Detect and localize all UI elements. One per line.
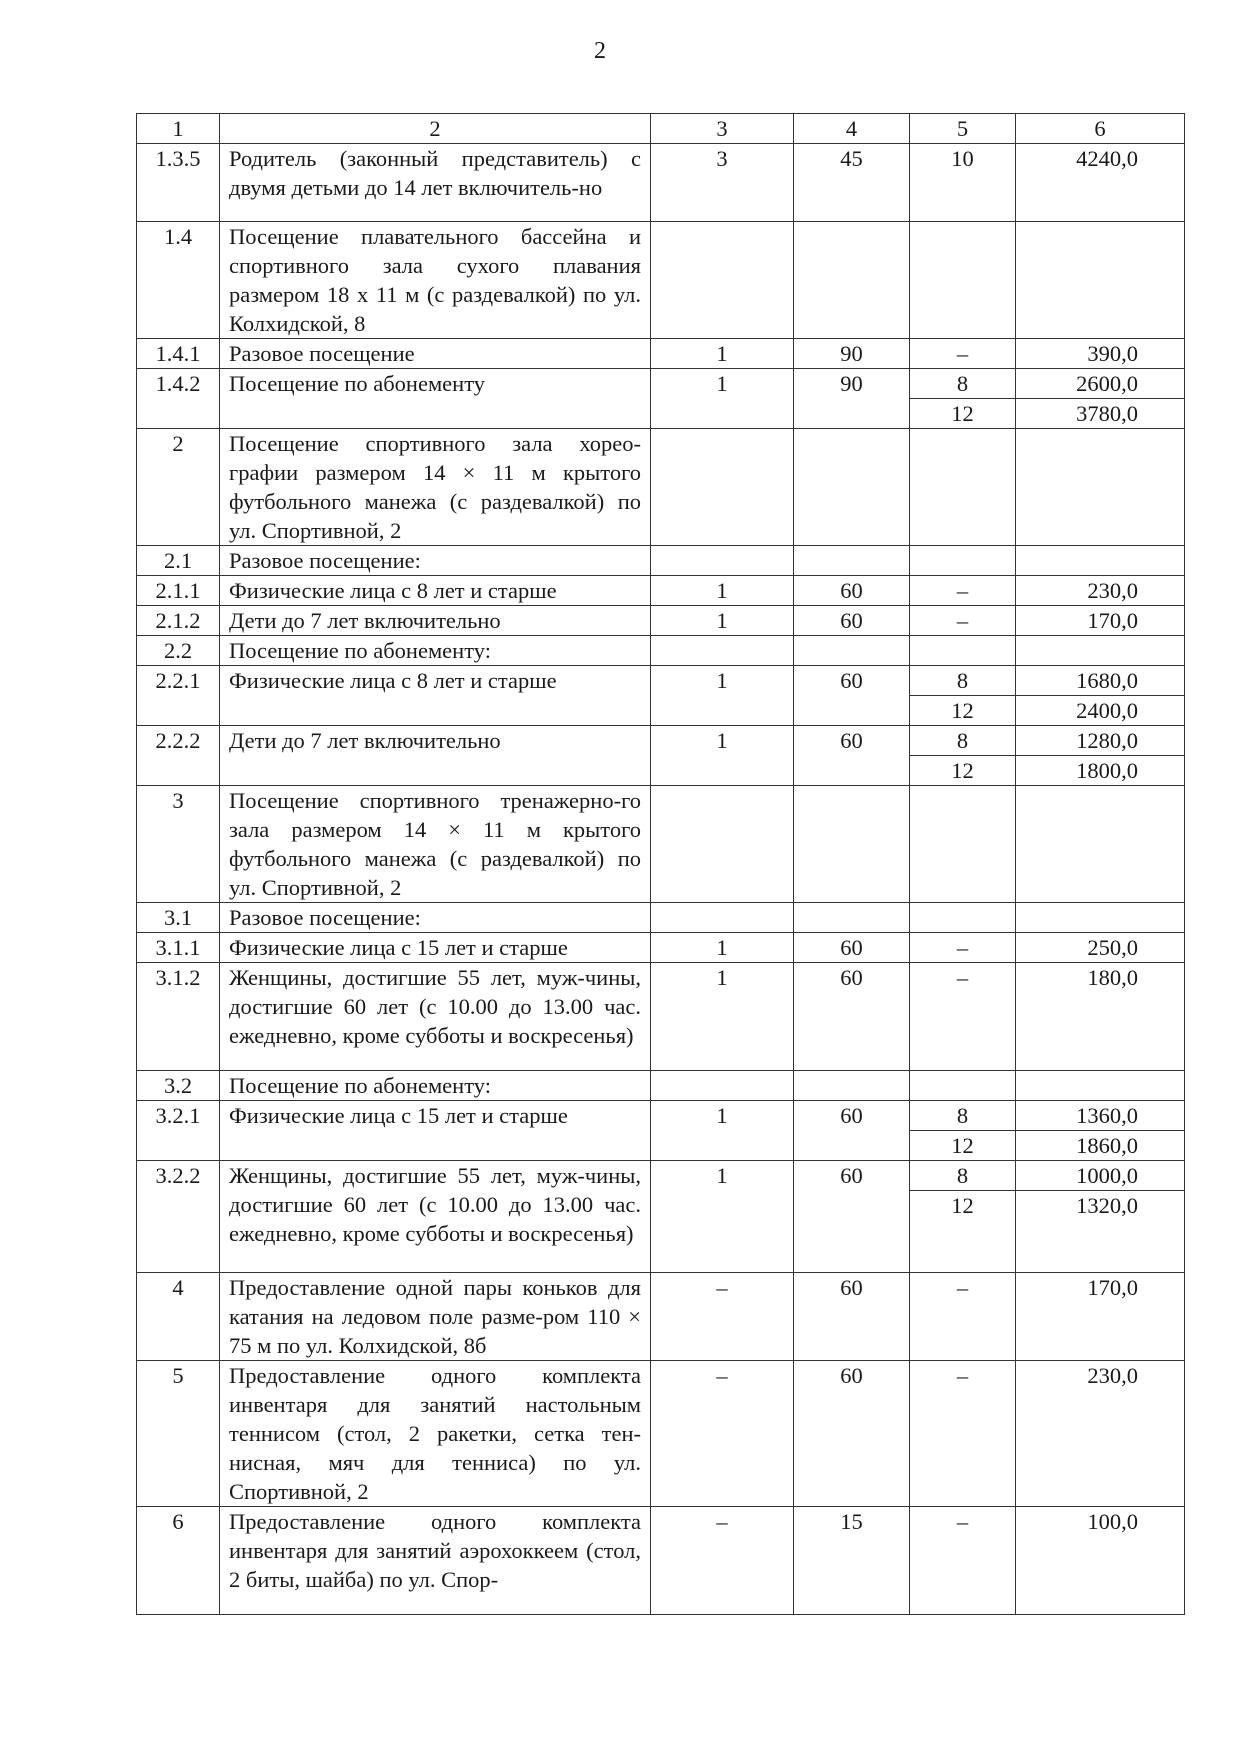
table-cell-c3: –	[651, 1273, 794, 1361]
table-cell-c3: 1	[651, 1161, 794, 1273]
table-header-row	[137, 114, 1185, 144]
table-cell-c4: 60	[794, 576, 910, 606]
table-cell-c6: 4240,0	[1016, 144, 1185, 222]
table-cell-c5	[910, 786, 1016, 903]
table-cell-c6: 1360,0	[1016, 1101, 1185, 1131]
table-cell-c4: 60	[794, 726, 910, 786]
table-row	[137, 369, 1185, 399]
table-cell-c4: 60	[794, 666, 910, 726]
table-cell-c4: 90	[794, 369, 910, 429]
table-cell-c6	[1016, 903, 1185, 933]
table-cell-c2: Предоставление одного комплекта инвентаря для занятий настольным теннисом (стол, 2 ракетки, сетка тен-нисная, мяч для тенниса) по ул. Спортивной, 2	[220, 1361, 651, 1507]
table-cell-c4: 15	[794, 1507, 910, 1615]
table-cell-c1: 3.1.2	[137, 963, 220, 1071]
table-cell-c1: 3.1	[137, 903, 220, 933]
table-cell-c6	[1016, 429, 1185, 546]
table-cell-c2: Физические лица с 8 лет и старше	[220, 576, 651, 606]
table-cell-c1: 5	[137, 1361, 220, 1507]
table-cell-c5: 12	[910, 1131, 1016, 1161]
table-cell-c3: 1	[651, 963, 794, 1071]
table-cell-c1: 4	[137, 1273, 220, 1361]
table-cell-c4	[794, 546, 910, 576]
table-cell-c4: 60	[794, 933, 910, 963]
header-cell: 5	[910, 114, 1016, 144]
table-cell-c5	[910, 636, 1016, 666]
table-row	[137, 576, 1185, 606]
table-cell-c4: 60	[794, 963, 910, 1071]
table-cell-c2: Разовое посещение:	[220, 546, 651, 576]
header-cell: 1	[137, 114, 220, 144]
table-cell-c5: –	[910, 933, 1016, 963]
table-cell-c3	[651, 546, 794, 576]
table-cell-c2: Физические лица с 15 лет и старше	[220, 1101, 651, 1161]
table-cell-c2: Посещение спортивного зала хорео-графии размером 14 × 11 м крытого футбольного манежа (с раздевалкой) по ул. Спортивной, 2	[220, 429, 651, 546]
table-cell-c1: 1.3.5	[137, 144, 220, 222]
table-cell-c5: 8	[910, 726, 1016, 756]
table-cell-c6	[1016, 1071, 1185, 1101]
table-cell-c4: 45	[794, 144, 910, 222]
table-cell-c2: Предоставление одной пары коньков для катания на ледовом поле разме-ром 110 × 75 м по ул. Колхидской, 8б	[220, 1273, 651, 1361]
table-cell-c4	[794, 222, 910, 339]
table-cell-c6: 230,0	[1016, 1361, 1185, 1507]
table-cell-c4: 90	[794, 339, 910, 369]
table-row	[137, 429, 1185, 546]
table-row	[137, 786, 1185, 903]
table-cell-c1: 2.2.2	[137, 726, 220, 786]
table-row	[137, 1161, 1185, 1191]
table-cell-c2: Предоставление одного комплекта инвентаря для занятий аэрохоккеем (стол, 2 биты, шайба) по ул. Спор-	[220, 1507, 651, 1615]
table-cell-c6: 1280,0	[1016, 726, 1185, 756]
table-cell-c1: 3.2.2	[137, 1161, 220, 1273]
table-cell-c1: 1.4.2	[137, 369, 220, 429]
table-cell-c4	[794, 786, 910, 903]
table-cell-c6: 1800,0	[1016, 756, 1185, 786]
table-cell-c5: –	[910, 1273, 1016, 1361]
table-cell-c5: –	[910, 963, 1016, 1071]
table-cell-c1: 2.2	[137, 636, 220, 666]
table-cell-c2: Родитель (законный представитель) с двумя детьми до 14 лет включитель-но	[220, 144, 651, 222]
table-cell-c5: –	[910, 1361, 1016, 1507]
table-row	[137, 666, 1185, 696]
table-cell-c2: Посещение по абонементу	[220, 369, 651, 429]
table-cell-c3: 3	[651, 144, 794, 222]
table-cell-c5: –	[910, 576, 1016, 606]
table-cell-c1: 3	[137, 786, 220, 903]
table-cell-c6: 230,0	[1016, 576, 1185, 606]
table-cell-c3: 1	[651, 369, 794, 429]
table-cell-c5: –	[910, 339, 1016, 369]
table-row	[137, 144, 1185, 222]
table-cell-c1: 3.2.1	[137, 1101, 220, 1161]
table-cell-c4	[794, 636, 910, 666]
table-cell-c4: 60	[794, 1361, 910, 1507]
table-cell-c5: 12	[910, 756, 1016, 786]
table-cell-c3: 1	[651, 606, 794, 636]
table-cell-c6: 1860,0	[1016, 1131, 1185, 1161]
table-cell-c3	[651, 636, 794, 666]
table-cell-c6: 100,0	[1016, 1507, 1185, 1615]
table-cell-c2: Женщины, достигшие 55 лет, муж-чины, достигшие 60 лет (с 10.00 до 13.00 час. ежедневно, кроме субботы и воскресенья)	[220, 1161, 651, 1273]
table-row	[137, 546, 1185, 576]
table-row	[137, 726, 1185, 756]
table-row	[137, 339, 1185, 369]
table-cell-c5: 12	[910, 399, 1016, 429]
table-cell-c1: 2.1.2	[137, 606, 220, 636]
table-row	[137, 963, 1185, 1071]
table-cell-c5	[910, 546, 1016, 576]
table-row	[137, 636, 1185, 666]
table-cell-c5: 12	[910, 1191, 1016, 1273]
table-cell-c5: 8	[910, 1101, 1016, 1131]
table-cell-c3	[651, 222, 794, 339]
header-cell: 3	[651, 114, 794, 144]
table-row	[137, 1071, 1185, 1101]
table-cell-c6	[1016, 546, 1185, 576]
tariff-table	[136, 113, 1185, 1615]
table-row	[137, 903, 1185, 933]
table-row	[137, 606, 1185, 636]
header-cell: 2	[220, 114, 651, 144]
table-cell-c4: 60	[794, 1273, 910, 1361]
table-cell-c5: 8	[910, 369, 1016, 399]
table-cell-c3: 1	[651, 666, 794, 726]
table-cell-c1: 2.1	[137, 546, 220, 576]
table-cell-c5: 10	[910, 144, 1016, 222]
table-cell-c2: Посещение по абонементу:	[220, 1071, 651, 1101]
page-number: 2	[594, 38, 606, 64]
table-cell-c3: 1	[651, 933, 794, 963]
table-cell-c6: 170,0	[1016, 606, 1185, 636]
table-cell-c6: 250,0	[1016, 933, 1185, 963]
table-cell-c2: Физические лица с 15 лет и старше	[220, 933, 651, 963]
table-cell-c2: Посещение по абонементу:	[220, 636, 651, 666]
table-cell-c5	[910, 222, 1016, 339]
table-cell-c4: 60	[794, 606, 910, 636]
table-cell-c1: 1.4.1	[137, 339, 220, 369]
table-cell-c5: –	[910, 1507, 1016, 1615]
table-row	[137, 933, 1185, 963]
table-cell-c6: 2600,0	[1016, 369, 1185, 399]
table-cell-c5	[910, 903, 1016, 933]
table-cell-c4: 60	[794, 1101, 910, 1161]
table-cell-c3: –	[651, 1361, 794, 1507]
table-row	[137, 1101, 1185, 1131]
table-cell-c2: Посещение спортивного тренажерно-го зала размером 14 × 11 м крытого футбольного манежа (с раздевалкой) по ул. Спортивной, 2	[220, 786, 651, 903]
table-cell-c2: Разовое посещение:	[220, 903, 651, 933]
table-cell-c5	[910, 1071, 1016, 1101]
table-cell-c2: Физические лица с 8 лет и старше	[220, 666, 651, 726]
header-cell: 4	[794, 114, 910, 144]
table-cell-c2: Дети до 7 лет включительно	[220, 606, 651, 636]
table-cell-c1: 3.2	[137, 1071, 220, 1101]
table-cell-c6: 180,0	[1016, 963, 1185, 1071]
table-cell-c3: –	[651, 1507, 794, 1615]
table-cell-c1: 6	[137, 1507, 220, 1615]
table-cell-c6: 390,0	[1016, 339, 1185, 369]
table-cell-c4	[794, 1071, 910, 1101]
table-cell-c5: 8	[910, 1161, 1016, 1191]
table-cell-c6: 1680,0	[1016, 666, 1185, 696]
table-cell-c2: Посещение плавательного бассейна и спортивного зала сухого плавания размером 18 х 11 м (с раздевалкой) по ул. Колхидской, 8	[220, 222, 651, 339]
table-cell-c3: 1	[651, 726, 794, 786]
table-cell-c2: Женщины, достигшие 55 лет, муж-чины, достигшие 60 лет (с 10.00 до 13.00 час. ежедневно, кроме субботы и воскресенья)	[220, 963, 651, 1071]
table-row	[137, 222, 1185, 339]
table-cell-c6: 2400,0	[1016, 696, 1185, 726]
table-cell-c3	[651, 786, 794, 903]
table-cell-c3	[651, 429, 794, 546]
table-cell-c1: 2.1.1	[137, 576, 220, 606]
table-cell-c1: 1.4	[137, 222, 220, 339]
table-cell-c1: 2	[137, 429, 220, 546]
table-cell-c5: 8	[910, 666, 1016, 696]
table-cell-c4: 60	[794, 1161, 910, 1273]
table-cell-c1: 3.1.1	[137, 933, 220, 963]
table-cell-c4	[794, 429, 910, 546]
table-row	[137, 1361, 1185, 1507]
table-cell-c3: 1	[651, 339, 794, 369]
table-cell-c2: Дети до 7 лет включительно	[220, 726, 651, 786]
table-cell-c6	[1016, 786, 1185, 903]
table-cell-c6: 1000,0	[1016, 1161, 1185, 1191]
table-cell-c5: 12	[910, 696, 1016, 726]
table-cell-c3: 1	[651, 1101, 794, 1161]
header-cell: 6	[1016, 114, 1185, 144]
table-cell-c2: Разовое посещение	[220, 339, 651, 369]
table-cell-c3: 1	[651, 576, 794, 606]
table-cell-c6: 3780,0	[1016, 399, 1185, 429]
table-cell-c6	[1016, 222, 1185, 339]
table-cell-c4	[794, 903, 910, 933]
table-cell-c5: –	[910, 606, 1016, 636]
table-cell-c6	[1016, 636, 1185, 666]
table-cell-c6: 1320,0	[1016, 1191, 1185, 1273]
table-cell-c3	[651, 1071, 794, 1101]
table-row	[137, 1507, 1185, 1615]
table-cell-c5	[910, 429, 1016, 546]
table-row	[137, 1273, 1185, 1361]
table-cell-c3	[651, 903, 794, 933]
table-cell-c1: 2.2.1	[137, 666, 220, 726]
table-cell-c6: 170,0	[1016, 1273, 1185, 1361]
